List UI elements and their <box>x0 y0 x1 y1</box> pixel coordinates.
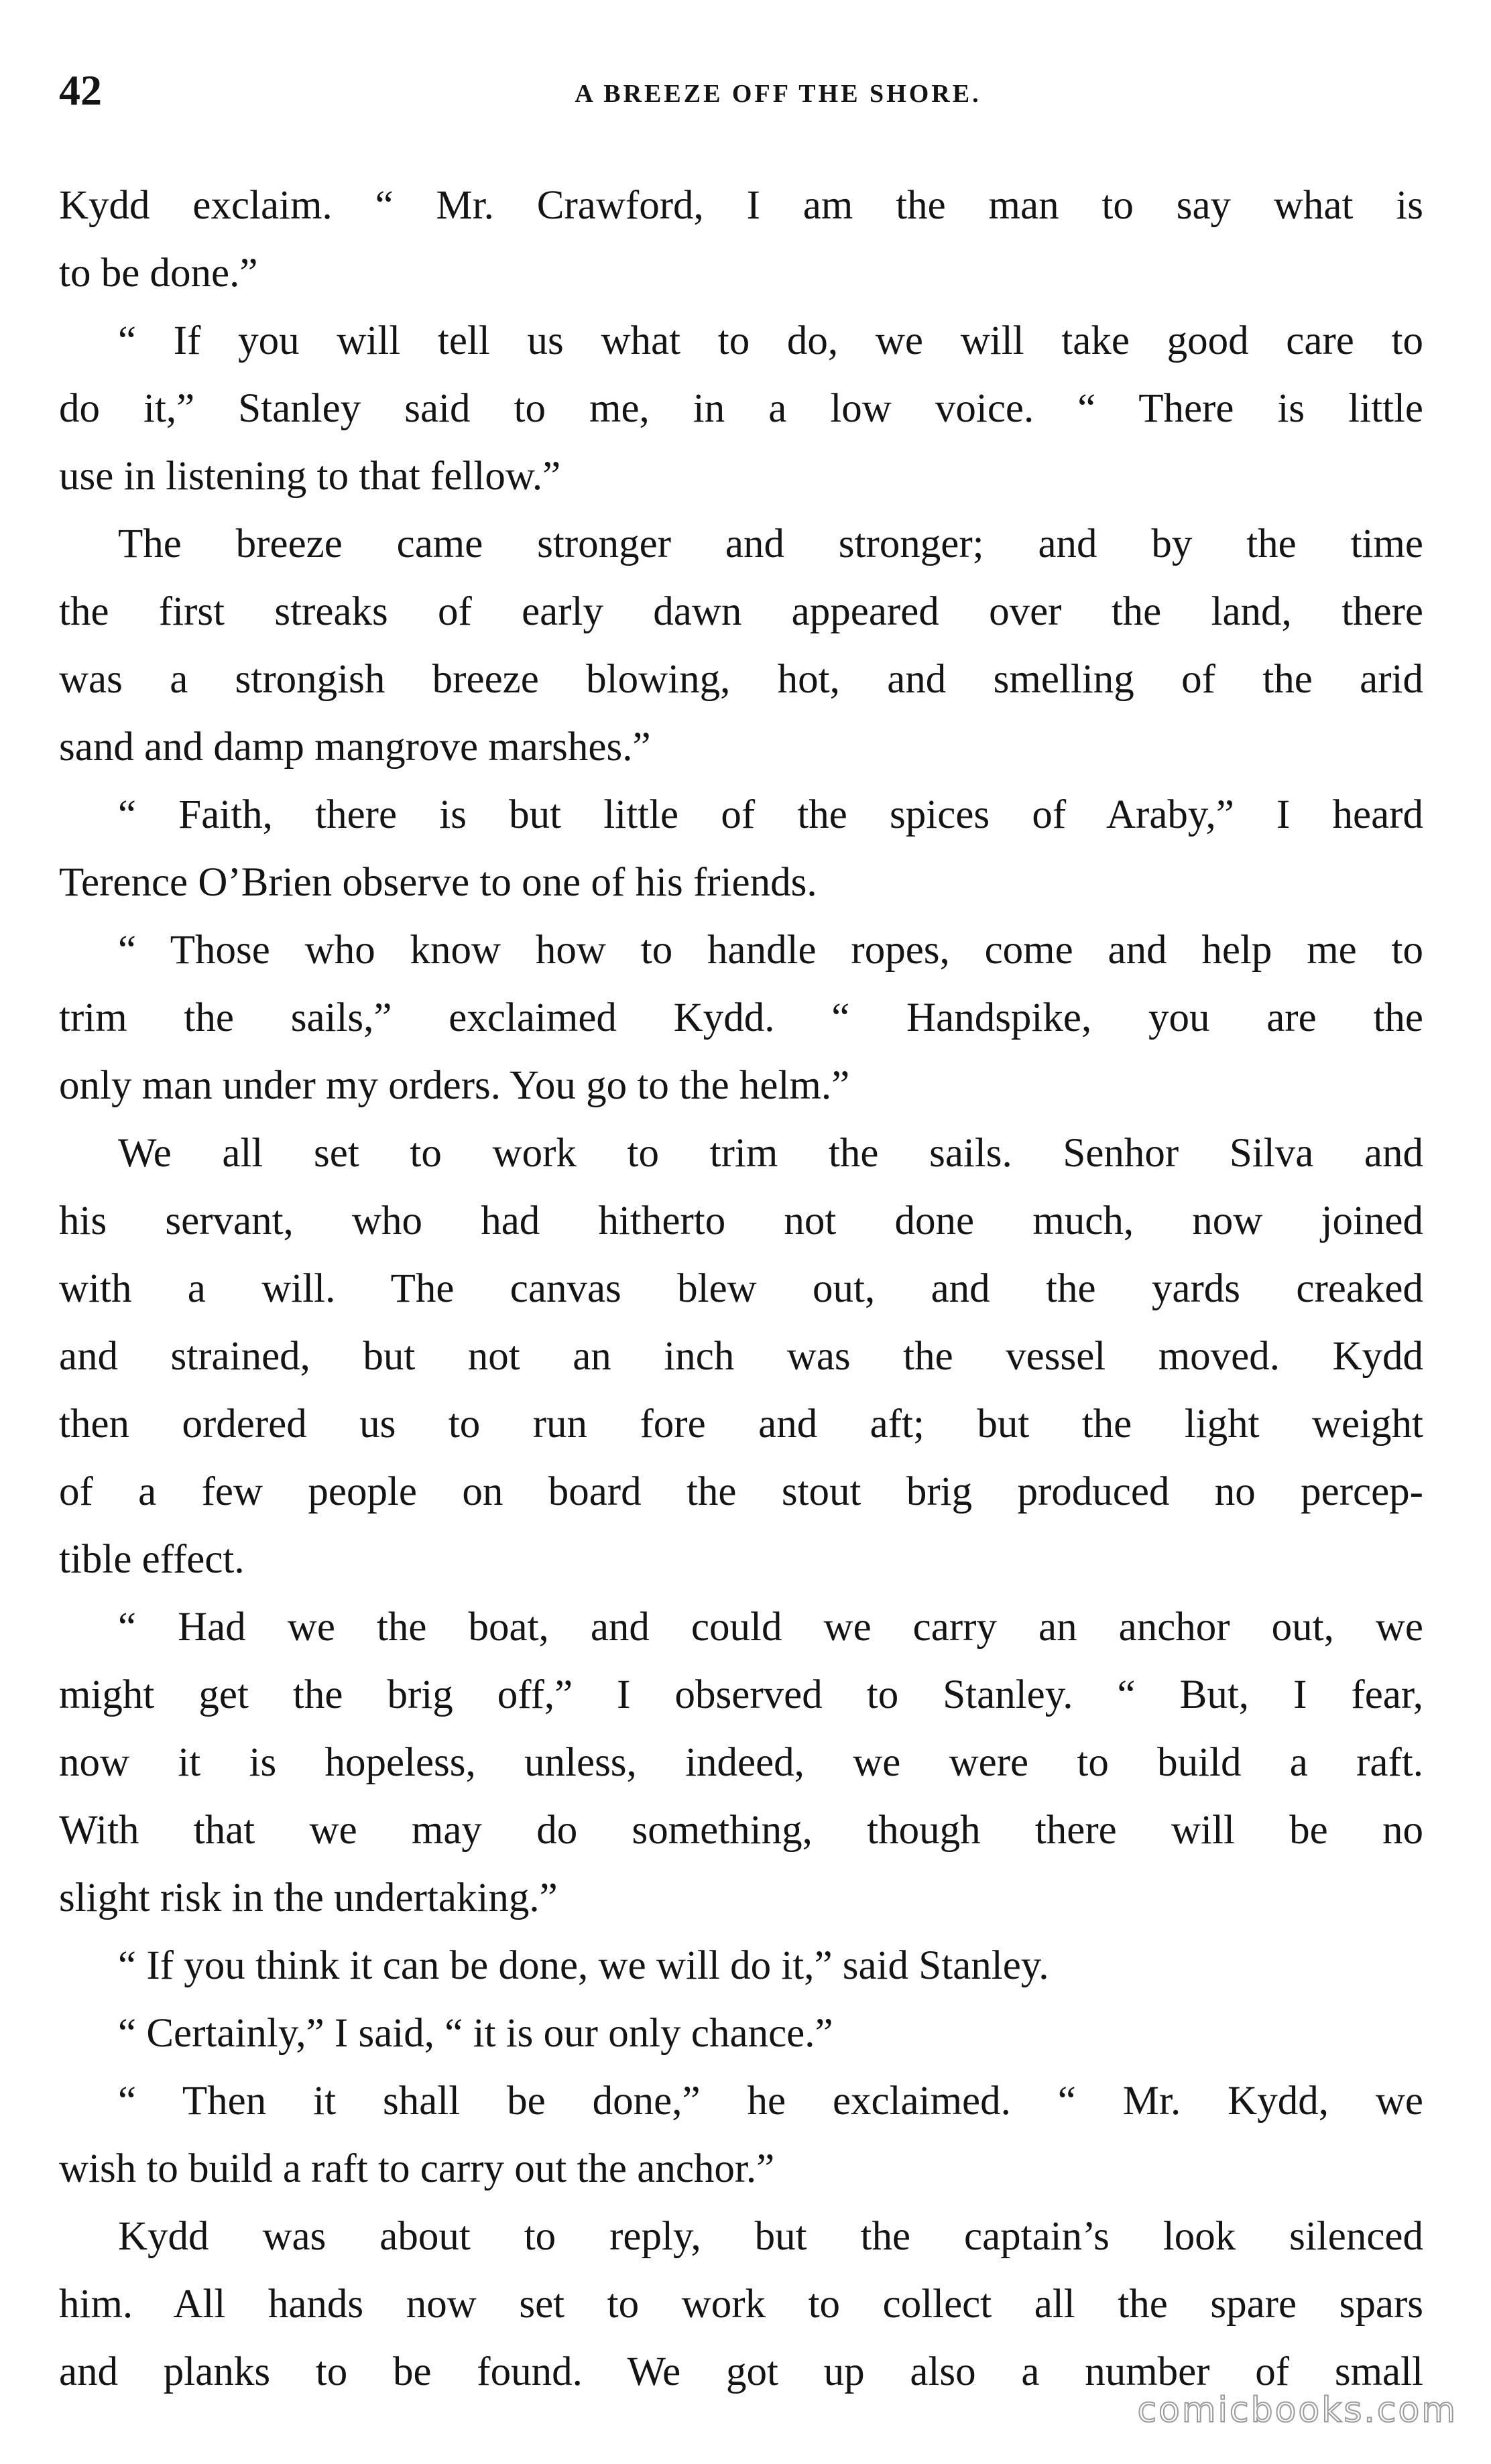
text-line: and strained, but not an inch was the vessel moved. Kydd <box>59 1334 1423 1379</box>
text-line: “ Those who know how to handle ropes, come and help me to <box>118 928 1423 973</box>
text-line: sand and damp mangrove marshes.” <box>59 725 651 769</box>
text-line: use in listening to that fellow.” <box>59 454 561 499</box>
text-line: him. All hands now set to work to collect all the spare spars <box>59 2282 1423 2327</box>
text-line: wish to build a raft to carry out the anchor.” <box>59 2146 775 2191</box>
text-line: We all set to work to trim the sails. Senhor Silva and <box>118 1131 1423 1176</box>
text-line: Terence O’Brien observe to one of his friends. <box>59 860 817 905</box>
body-text <box>59 172 1423 2406</box>
text-line: the first streaks of early dawn appeared over the land, there <box>59 589 1423 634</box>
text-line: “ If you think it can be done, we will do it,” said Stanley. <box>118 1943 1049 1988</box>
text-line: was a strongish breeze blowing, hot, and smelling of the arid <box>59 657 1423 702</box>
text-line: might get the brig off,” I observed to Stanley. “ But, I fear, <box>59 1672 1423 1717</box>
text-line: The breeze came stronger and stronger; and by the time <box>118 521 1423 566</box>
text-line: Kydd was about to reply, but the captain’s look silenced <box>118 2214 1423 2259</box>
text-line: with a will. The canvas blew out, and the yards creaked <box>59 1266 1423 1311</box>
text-line: and planks to be found. We got up also a number of small <box>59 2349 1423 2394</box>
text-line: now it is hopeless, unless, indeed, we were to build a raft. <box>59 1740 1423 1785</box>
text-line: then ordered us to run fore and aft; but the light weight <box>59 1402 1423 1446</box>
text-line: of a few people on board the stout brig produced no percep- <box>59 1469 1423 1514</box>
text-line: Kydd exclaim. “ Mr. Crawford, I am the man to say what is <box>59 183 1423 228</box>
text-line: tible effect. <box>59 1537 245 1582</box>
text-line: to be done.” <box>59 251 258 296</box>
watermark: comicbooks.com <box>1137 2390 1457 2430</box>
text-line: With that we may do something, though there will be no <box>59 1808 1423 1853</box>
text-line: do it,” Stanley said to me, in a low voice. “ There is little <box>59 386 1423 431</box>
text-line: “ Had we the boat, and could we carry an anchor out, we <box>118 1605 1423 1650</box>
running-head: A BREEZE OFF THE SHORE. <box>575 80 981 108</box>
text-line: only man under my orders. You go to the helm.” <box>59 1063 850 1108</box>
page-header <box>59 64 1423 124</box>
text-line: trim the sails,” exclaimed Kydd. “ Handspike, you are the <box>59 995 1423 1040</box>
text-line: slight risk in the undertaking.” <box>59 1875 558 1920</box>
text-line: “ Then it shall be done,” he exclaimed. “ Mr. Kydd, we <box>118 2079 1423 2123</box>
text-line: “ Certainly,” I said, “ it is our only chance.” <box>118 2011 833 2056</box>
text-line: “ If you will tell us what to do, we will take good care to <box>118 318 1423 363</box>
text-line: “ Faith, there is but little of the spices of Araby,” I heard <box>118 792 1423 837</box>
text-line: his servant, who had hitherto not done much, now joined <box>59 1198 1423 1243</box>
page-number: 42 <box>59 66 102 114</box>
